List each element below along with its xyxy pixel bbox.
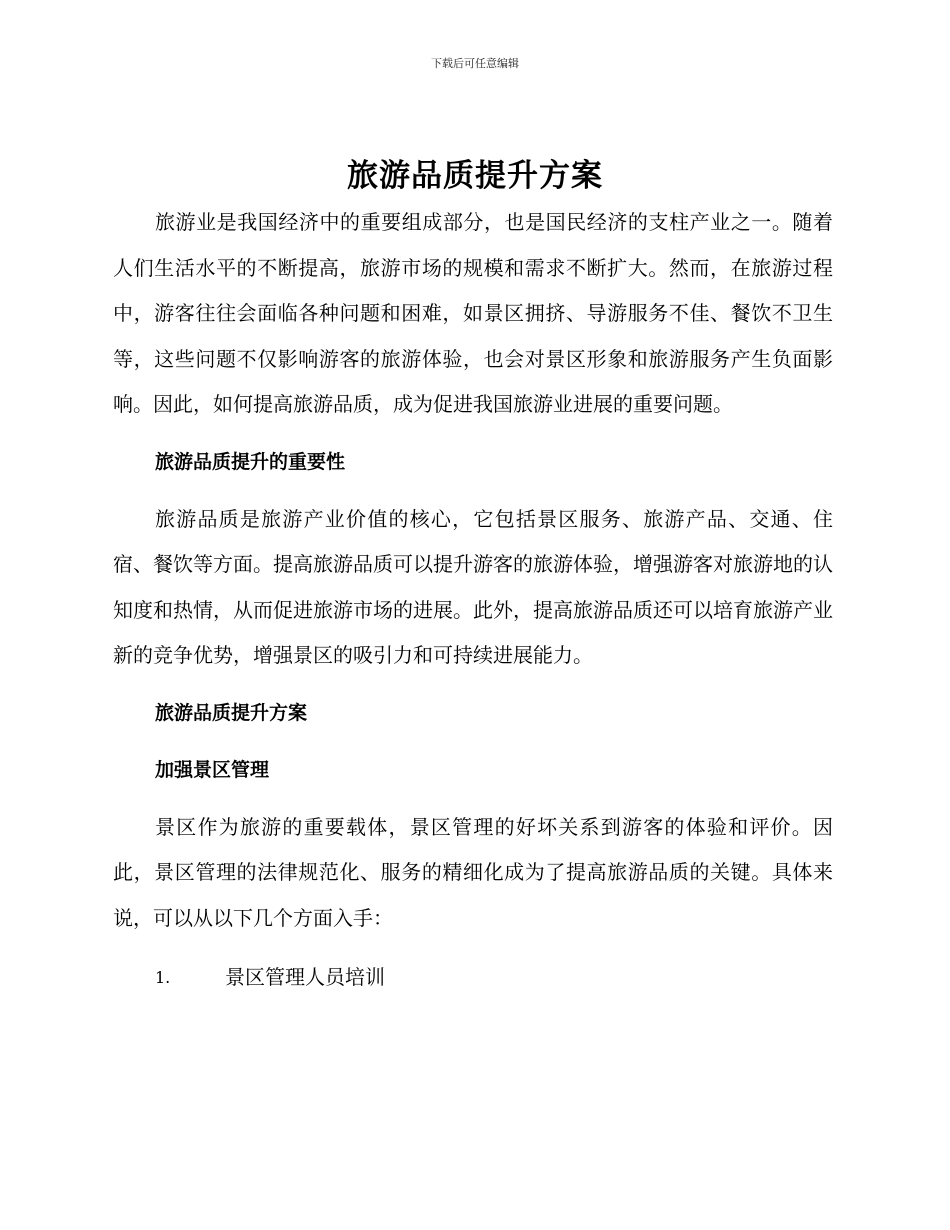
intro-paragraph: 旅游业是我国经济中的重要组成部分，也是国民经济的支柱产业之一。随着人们生活水平的不断提高，旅游市场的规模和需求不断扩大。然而，在旅游过程中，游客往往会面临各种问题和困难，如景区拥挤、导游服务不佳、餐饮不卫生等，这些问题不仅影响游客的旅游体验，也会对景区形象和旅游服务产生负面影响。因此，如何提高旅游品质，成为促进我国旅游业进展的重要问题。 <box>113 210 833 416</box>
section-heading-importance: 旅游品质提升的重要性 <box>155 450 346 473</box>
list-item <box>113 955 833 1000</box>
list-item-text: 景区管理人员培训 <box>225 965 385 989</box>
management-paragraph: 景区作为旅游的重要载体，景区管理的好坏关系到游客的体验和评价。因此，景区管理的法律规范化、服务的精细化成为了提高旅游品质的关键。具体来说，可以从以下几个方面入手： <box>113 814 833 930</box>
list-item-number: 1. <box>155 968 171 987</box>
header-note: 下载后可任意编辑 <box>431 57 519 70</box>
document-title: 旅游品质提升方案 <box>347 158 603 194</box>
section-heading-plan: 旅游品质提升方案 <box>155 701 308 724</box>
document-body <box>113 200 833 1000</box>
importance-paragraph: 旅游品质是旅游产业价值的核心，它包括景区服务、旅游产品、交通、住宿、餐饮等方面。提高旅游品质可以提升游客的旅游体验，增强游客对旅游地的认知度和热情，从而促进旅游市场的进展。此外，提高旅游品质还可以培育旅游产业新的竞争优势，增强景区的吸引力和可持续进展能力。 <box>113 506 833 667</box>
subsection-heading-management: 加强景区管理 <box>155 758 270 781</box>
